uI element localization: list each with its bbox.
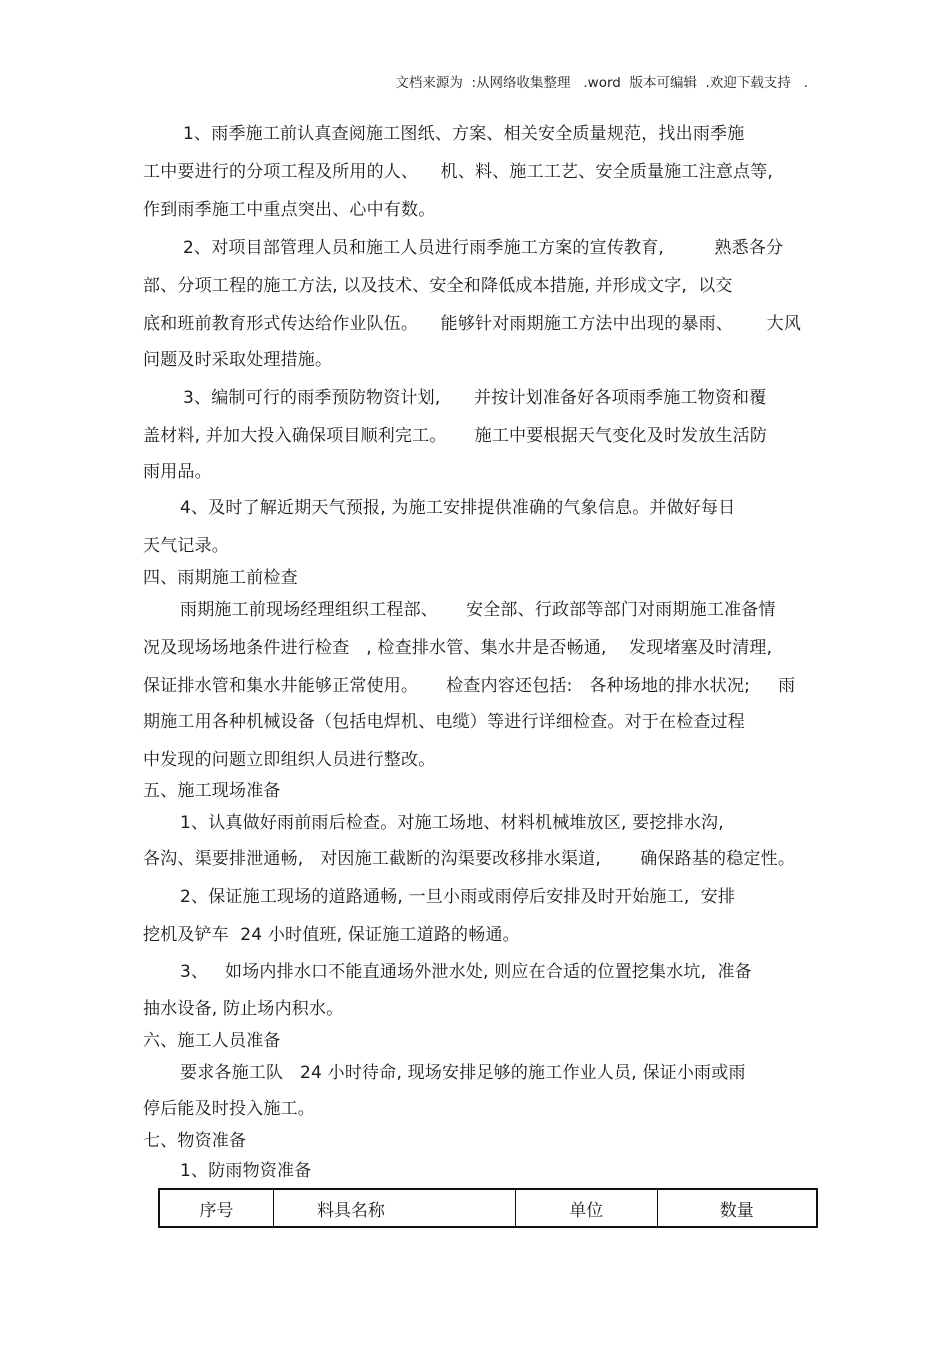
- paragraph-line: 工中要进行的分项工程及所用的人、 机、料、施工工艺、安全质量施工注意点等,: [143, 162, 774, 182]
- paragraph-line: 期施工用各种机械设备（包括电焊机、电缆）等进行详细检查。对于在检查过程: [143, 712, 745, 732]
- paragraph-line: 底和班前教育形式传达给作业队伍。 能够针对雨期施工方法中出现的暴雨、 大风: [143, 314, 802, 334]
- section-heading: 七、物资准备: [143, 1131, 247, 1151]
- paragraph-line: 况及现场场地条件进行检查 , 检查排水管、集水井是否畅通, 发现堵塞及时清理,: [143, 638, 773, 658]
- subsection-heading: 1、防雨物资准备: [180, 1161, 312, 1181]
- paragraph-line: 作到雨季施工中重点突出、心中有数。: [143, 200, 436, 220]
- column-header-index: 序号: [199, 1200, 234, 1221]
- paragraph-line: 要求各施工队 24 小时待命, 现场安排足够的施工作业人员, 保证小雨或雨: [180, 1063, 746, 1083]
- paragraph-line: 2、对项目部管理人员和施工人员进行雨季施工方案的宣传教育, 熟悉各分: [183, 238, 784, 258]
- paragraph-line: 部、分项工程的施工方法, 以及技术、安全和降低成本措施, 并形成文字, 以交: [143, 276, 733, 296]
- paragraph-line: 雨期施工前现场经理组织工程部、 安全部、行政部等部门对雨期施工准备情: [180, 600, 776, 620]
- paragraph-line: 中发现的问题立即组织人员进行整改。: [143, 750, 436, 770]
- section-heading: 四、雨期施工前检查: [143, 568, 298, 588]
- paragraph-line: 挖机及铲车 24 小时值班, 保证施工道路的畅通。: [143, 925, 520, 945]
- paragraph-line: 停后能及时投入施工。: [143, 1099, 315, 1119]
- section-heading: 六、施工人员准备: [143, 1031, 281, 1051]
- paragraph-line: 各沟、渠要排泄通畅, 对因施工截断的沟渠要改移排水渠道, 确保路基的稳定性。: [143, 849, 796, 869]
- column-header-quantity: 数量: [657, 1189, 817, 1227]
- column-header-unit: 单位: [515, 1189, 657, 1227]
- paragraph-line: 3、编制可行的雨季预防物资计划, 并按计划准备好各项雨季施工物资和覆: [183, 388, 767, 408]
- paragraph-line: 4、及时了解近期天气预报, 为施工安排提供准确的气象信息。并做好每日: [180, 498, 736, 518]
- paragraph-line: 3、 如场内排水口不能直通场外泄水处, 则应在合适的位置挖集水坑, 准备: [180, 962, 752, 982]
- paragraph-line: 雨用品。: [143, 462, 212, 482]
- supply-table: [158, 1188, 818, 1228]
- section-heading: 五、施工现场准备: [143, 781, 281, 801]
- paragraph-line: 问题及时采取处理措施。: [143, 350, 333, 370]
- paragraph-line: 2、保证施工现场的道路通畅, 一旦小雨或雨停后安排及时开始施工, 安排: [180, 887, 736, 907]
- paragraph-line: 1、雨季施工前认真查阅施工图纸、方案、相关安全质量规范，找出雨季施: [183, 124, 745, 144]
- table-header-row: [159, 1189, 817, 1227]
- paragraph-line: 1、认真做好雨前雨后检查。对施工场地、材料机械堆放区, 要挖排水沟,: [180, 813, 724, 833]
- paragraph-line: 天气记录。: [143, 536, 229, 556]
- paragraph-line: 盖材料, 并加大投入确保项目顺利完工。 施工中要根据天气变化及时发放生活防: [143, 426, 768, 446]
- column-header-item-name: 料具名称: [273, 1189, 515, 1227]
- paragraph-line: 抽水设备, 防止场内积水。: [143, 999, 344, 1019]
- paragraph-line: 保证排水管和集水井能够正常使用。 检查内容还包括: 各种场地的排水状况; 雨: [143, 676, 796, 696]
- page-header-note: 文档来源为 :从网络收集整理 .word 版本可编辑 .欢迎下载支持 .: [395, 75, 808, 91]
